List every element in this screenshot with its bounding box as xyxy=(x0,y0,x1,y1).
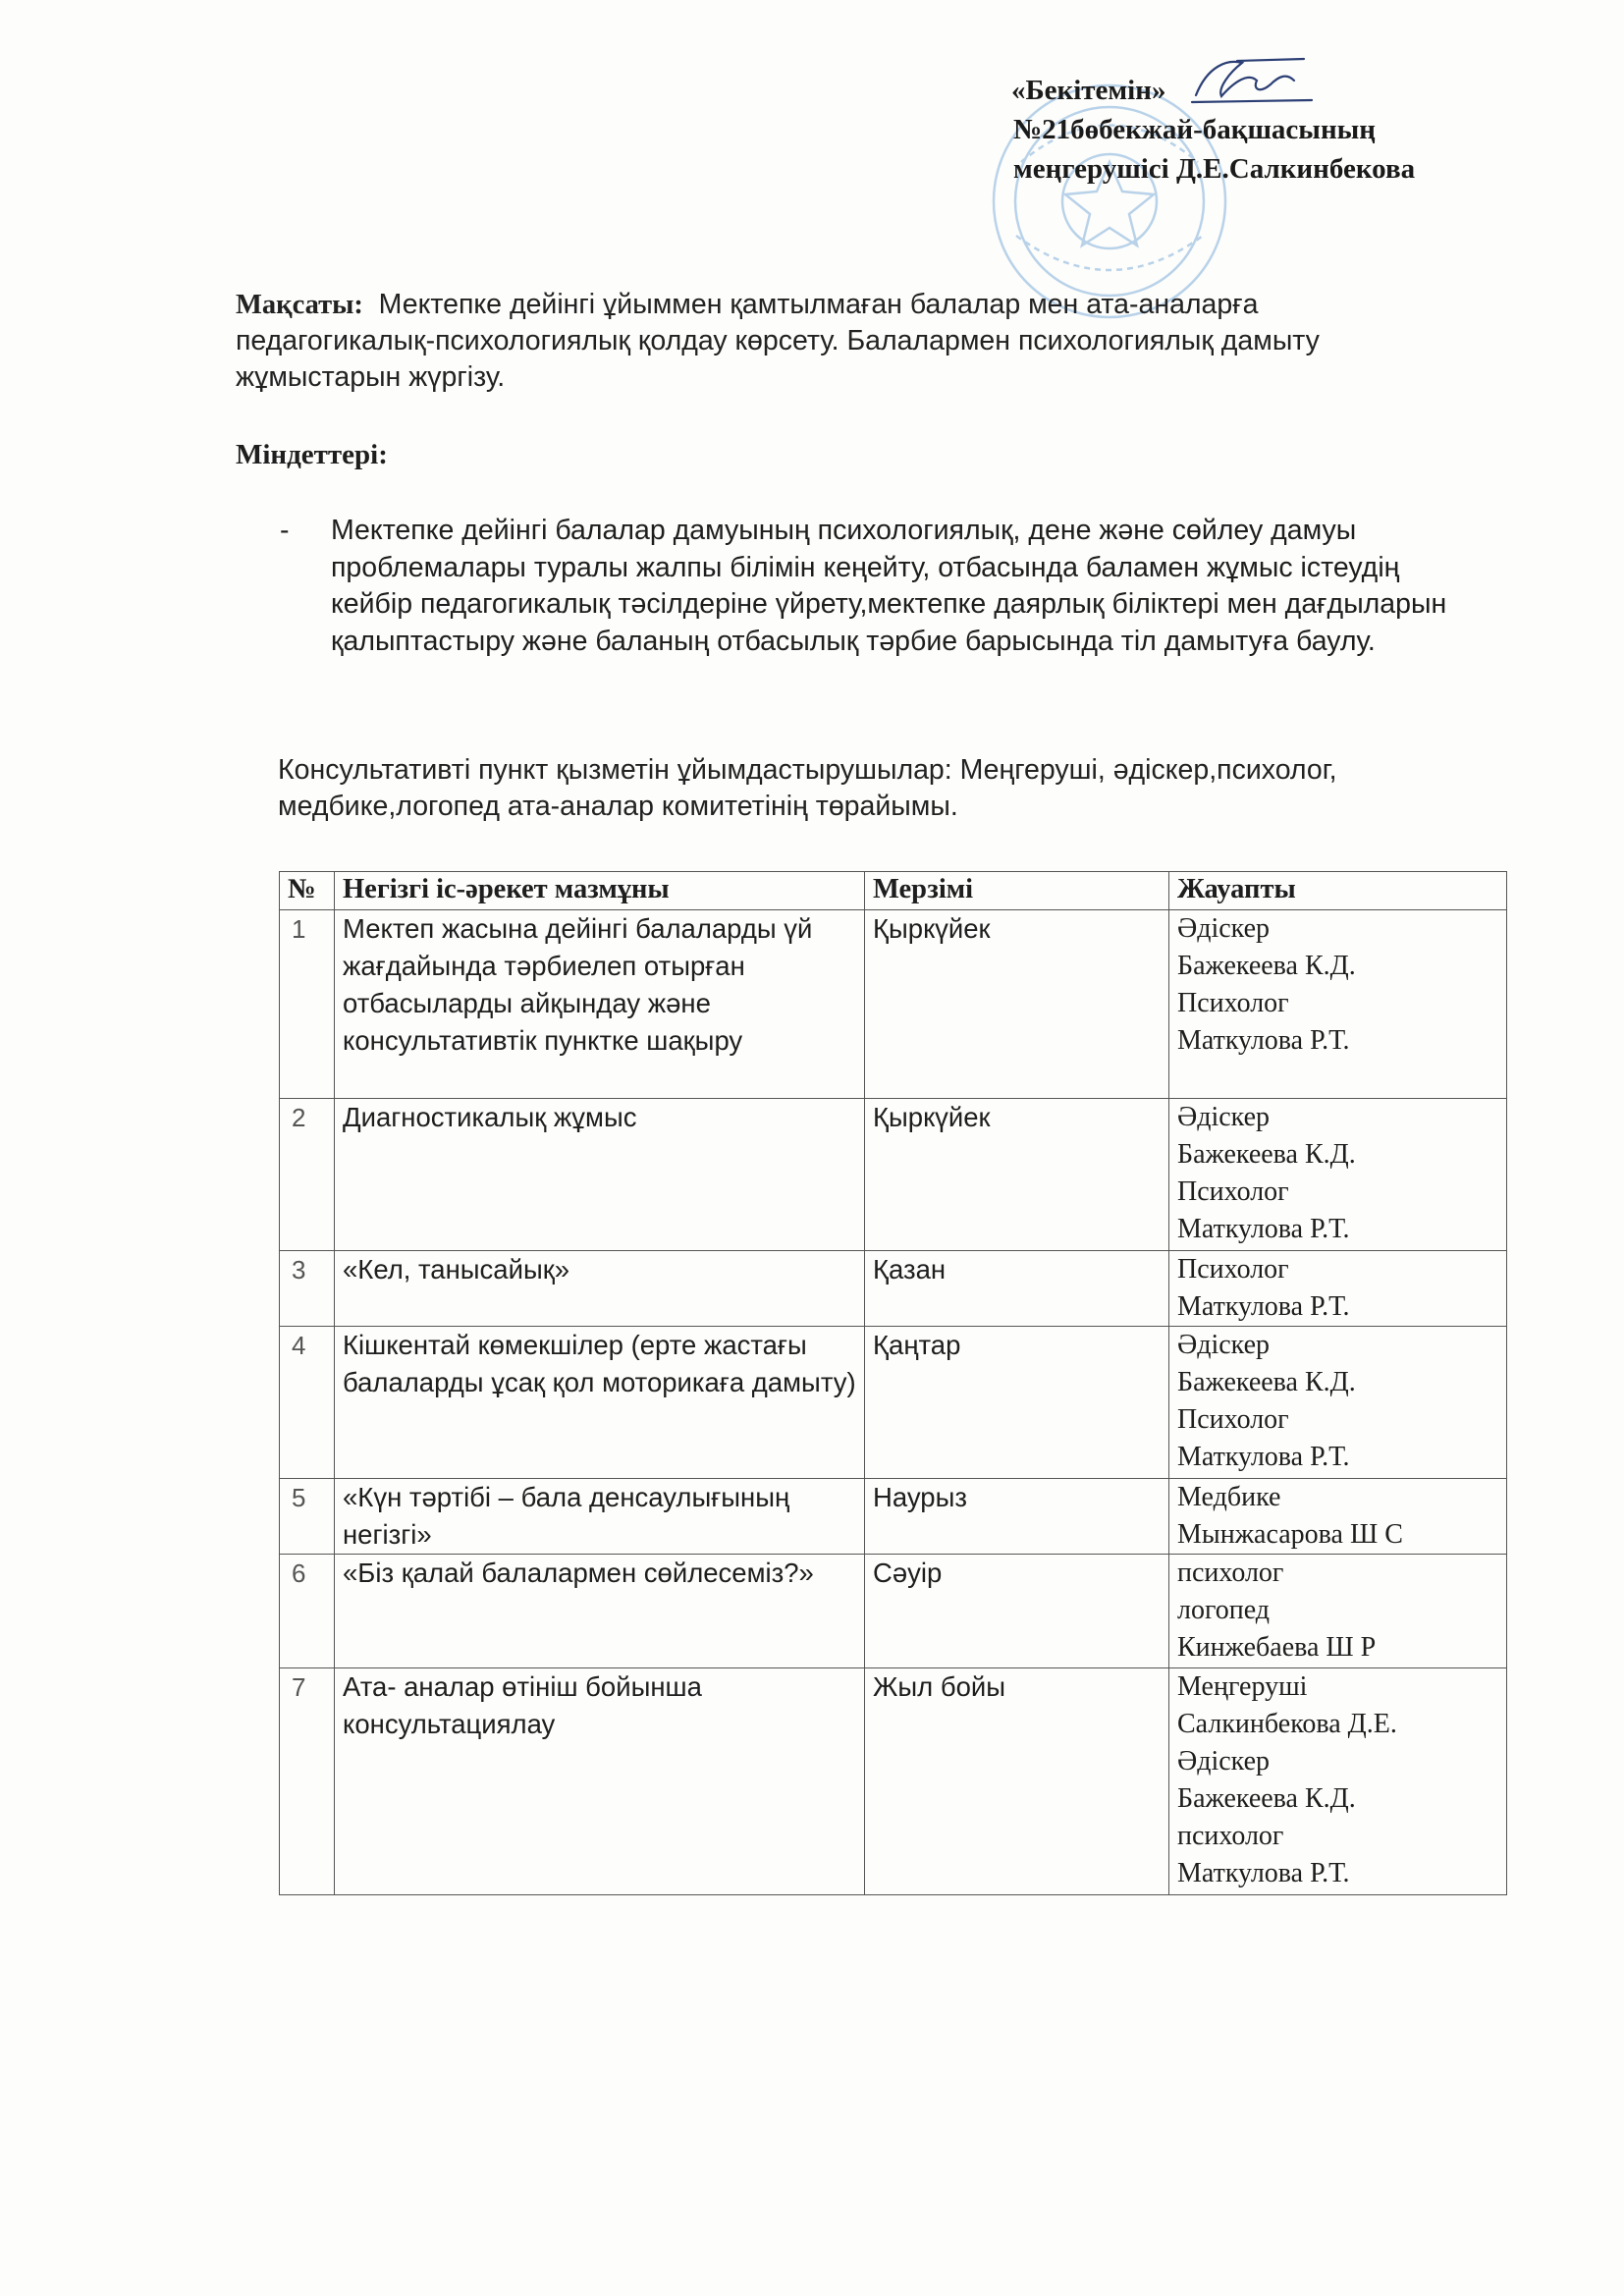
row-number: 1 xyxy=(280,910,335,1099)
approval-title: «Бекітемін» xyxy=(1011,75,1166,106)
row-term: Жыл бойы xyxy=(865,1668,1169,1895)
row-content: Кішкентай көмекшілер (ерте жастағы балаларды ұсақ қол моторикаға дамыту) xyxy=(335,1327,865,1479)
responsible-line: Меңгеруші xyxy=(1177,1671,1308,1702)
row-term: Сәуір xyxy=(865,1555,1169,1668)
table-row xyxy=(280,1327,1507,1479)
row-content: Ата- аналар өтініш бойынша консультациялау xyxy=(335,1668,865,1895)
approval-block xyxy=(1011,71,1502,189)
responsible-line: психолог xyxy=(1177,1821,1284,1851)
responsible-line: Бажекеева К.Д. xyxy=(1177,1783,1356,1814)
responsible-line: Бажекеева К.Д. xyxy=(1177,1367,1356,1397)
responsible-line: Медбике xyxy=(1177,1482,1281,1512)
row-content: «Біз қалай балалармен сөйлесеміз?» xyxy=(335,1555,865,1668)
responsible-line: Психолог xyxy=(1177,1404,1289,1435)
row-responsible xyxy=(1169,1327,1507,1479)
goal-paragraph xyxy=(236,287,1414,396)
responsible-line: логопед xyxy=(1177,1595,1271,1625)
table-body xyxy=(280,910,1507,1895)
row-content: Мектеп жасына дейінгі балаларды үй жағдайында тәрбиелеп отырған отбасыларды айқындау және консультативтік пунктке шақыру xyxy=(335,910,865,1099)
responsible-line: Психолог xyxy=(1177,988,1289,1018)
row-responsible xyxy=(1169,1479,1507,1555)
row-number: 5 xyxy=(280,1479,335,1555)
approval-head: меңгерушісі Д.Е.Салкинбекова xyxy=(1013,153,1416,185)
table-row xyxy=(280,1555,1507,1668)
goal-label: Мақсаты: xyxy=(236,290,363,320)
row-responsible xyxy=(1169,1555,1507,1668)
responsible-line: Әдіскер xyxy=(1177,1330,1271,1360)
responsible-line: Бажекеева К.Д. xyxy=(1177,951,1356,981)
responsible-line: Маткулова Р.Т. xyxy=(1177,1858,1350,1888)
row-content: «Күн тәртібі – бала денсаулығының негізгі» xyxy=(335,1479,865,1555)
table-row xyxy=(280,1668,1507,1895)
approval-org: №21бөбекжай-бақшасының xyxy=(1013,114,1376,145)
responsible-line: Бажекеева К.Д. xyxy=(1177,1139,1356,1170)
table-row xyxy=(280,1251,1507,1327)
row-responsible xyxy=(1169,1251,1507,1327)
row-number: 4 xyxy=(280,1327,335,1479)
tasks-title: Міндеттері: xyxy=(236,439,388,470)
header-responsible: Жауапты xyxy=(1169,872,1507,910)
responsible-line: Маткулова Р.Т. xyxy=(1177,1442,1350,1472)
row-term: Қазан xyxy=(865,1251,1169,1327)
plan-table xyxy=(279,871,1507,1895)
responsible-line: Әдіскер xyxy=(1177,1746,1271,1777)
row-content: «Кел, танысайық» xyxy=(335,1251,865,1327)
row-term: Қаңтар xyxy=(865,1327,1169,1479)
responsible-line: Психолог xyxy=(1177,1176,1289,1207)
responsible-line: Психолог xyxy=(1177,1254,1289,1285)
header-term: Мерзімі xyxy=(865,872,1169,910)
task-text: Мектепке дейінгі балалар дамуының психологиялық, дене және сөйлеу дамуы проблемалары туралы жалпы білімін кеңейту, отбасында баламен жұмыс істеудің кейбір педагогикалық тәсілдеріне үйрету,мектепке даярлық біліктері мен дағдыларын қалыптастыру және баланың отбасылық тәрбие барысында тіл дамытуға баулу. xyxy=(331,515,1447,657)
table-row xyxy=(280,1099,1507,1251)
row-responsible xyxy=(1169,910,1507,1099)
responsible-line: Әдіскер xyxy=(1177,913,1271,944)
responsible-line: Маткулова Р.Т. xyxy=(1177,1025,1350,1056)
responsible-line: Әдіскер xyxy=(1177,1102,1271,1132)
table-header-row xyxy=(280,872,1507,910)
goal-text: Мектепке дейінгі ұйыммен қамтылмаған балалар мен ата-аналарға педагогикалық-психологиялық қолдау көрсету. Балалармен психологиялық дамыту жұмыстарын жүргізу. xyxy=(236,289,1320,393)
header-content: Негізгі іс-әрекет мазмұны xyxy=(335,872,865,910)
row-content: Диагностикалық жұмыс xyxy=(335,1099,865,1251)
table-row xyxy=(280,910,1507,1099)
table-row xyxy=(280,1479,1507,1555)
organizers-paragraph: Консультативті пункт қызметін ұйымдастырушылар: Меңгеруші, әдіскер,психолог, медбике,логопед ата-аналар комитетінің төрайымы. xyxy=(278,754,1337,822)
row-term: Қыркүйек xyxy=(865,910,1169,1099)
dash-bullet-icon: - xyxy=(280,515,290,546)
responsible-line: Маткулова Р.Т. xyxy=(1177,1214,1350,1244)
responsible-line: Кинжебаева Ш Р xyxy=(1177,1632,1377,1663)
task-item xyxy=(280,513,1488,660)
responsible-line: Салкинбекова Д.Е. xyxy=(1177,1709,1397,1739)
row-responsible xyxy=(1169,1099,1507,1251)
row-number: 2 xyxy=(280,1099,335,1251)
header-number: № xyxy=(280,872,335,910)
responsible-line: Мынжасарова Ш С xyxy=(1177,1519,1403,1550)
row-responsible xyxy=(1169,1668,1507,1895)
row-term: Наурыз xyxy=(865,1479,1169,1555)
row-number: 6 xyxy=(280,1555,335,1668)
tasks-list xyxy=(280,513,1488,660)
responsible-line: Маткулова Р.Т. xyxy=(1177,1291,1350,1322)
row-number: 3 xyxy=(280,1251,335,1327)
row-term: Қыркүйек xyxy=(865,1099,1169,1251)
row-number: 7 xyxy=(280,1668,335,1895)
responsible-line: психолог xyxy=(1177,1558,1284,1588)
